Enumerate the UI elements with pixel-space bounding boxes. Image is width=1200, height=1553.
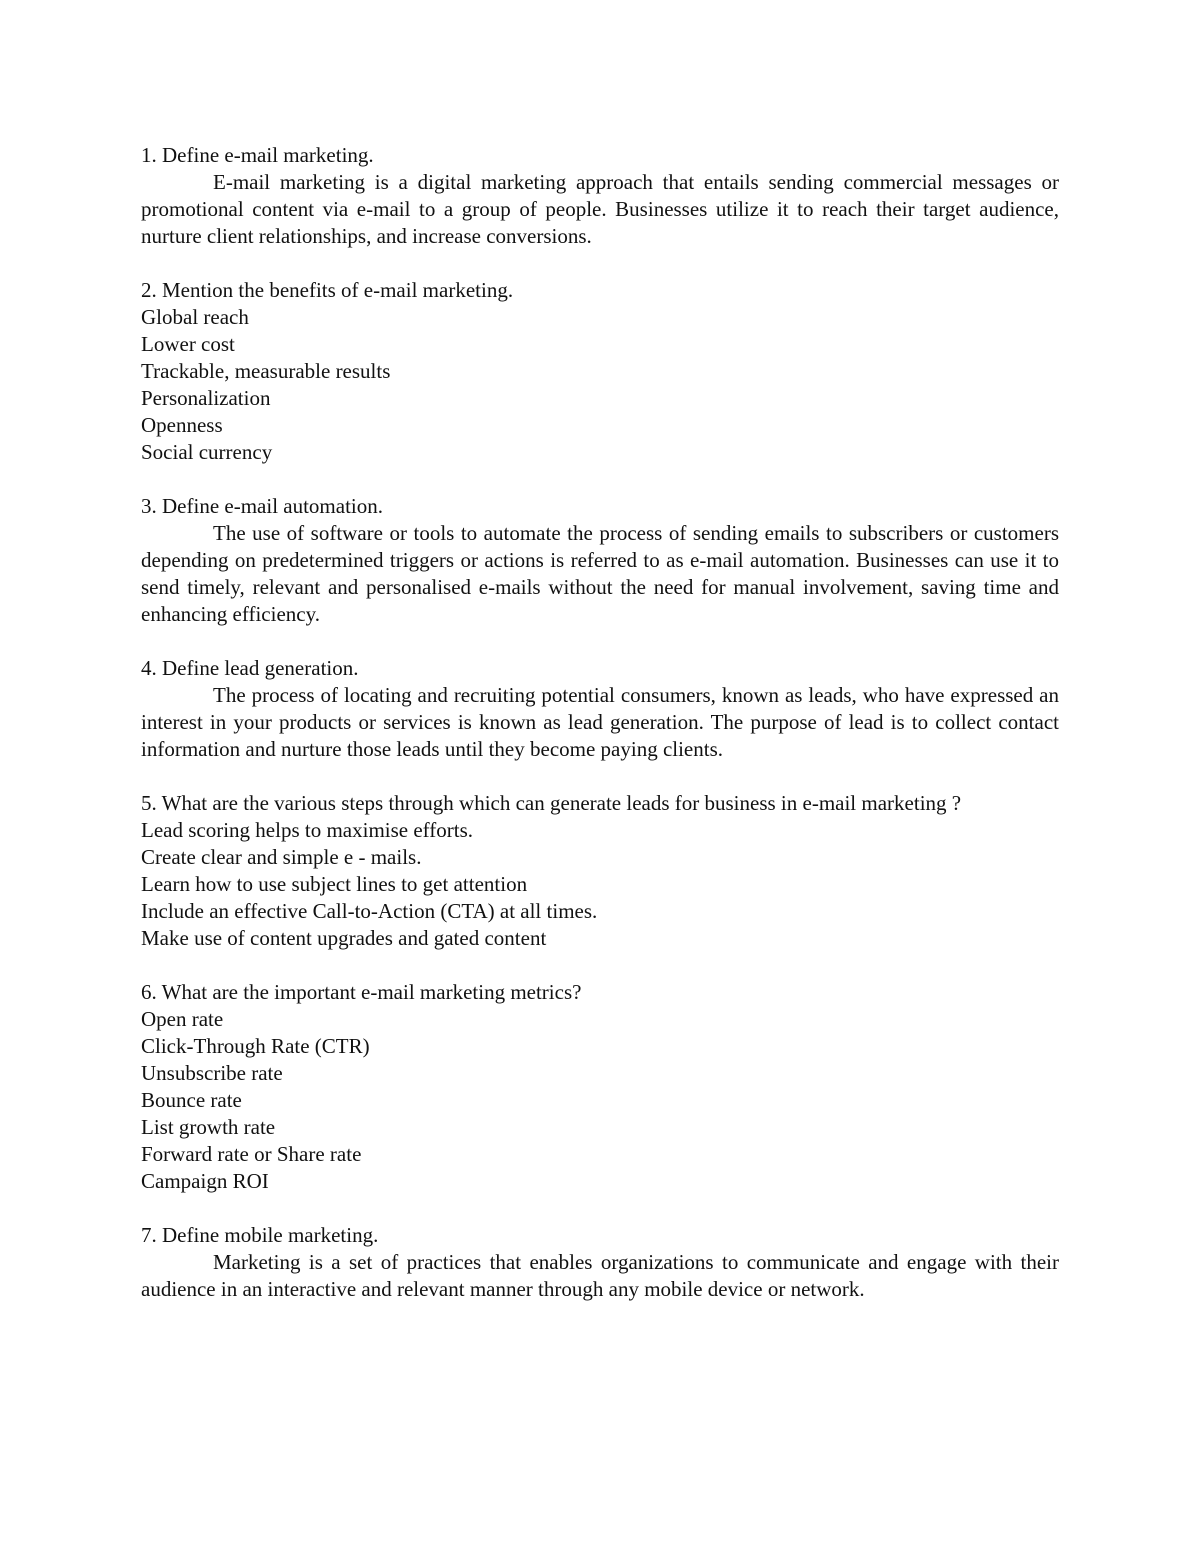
answer-paragraph: The process of locating and recruiting potential consumers, known as leads, who have expressed an interest in your products or services is known as lead generation. The purpose of lead is to collect contact information and nurture those leads until they become paying clients. bbox=[141, 683, 1059, 761]
question-title: 3. Define e-mail automation. bbox=[141, 494, 384, 518]
list-item: Trackable, measurable results bbox=[141, 359, 391, 383]
question-6 bbox=[141, 979, 1059, 1195]
list-item: Bounce rate bbox=[141, 1088, 242, 1112]
question-title: 1. Define e-mail marketing. bbox=[141, 143, 374, 167]
list-item: Lower cost bbox=[141, 332, 235, 356]
question-2 bbox=[141, 277, 1059, 466]
question-title: 6. What are the important e-mail marketing metrics? bbox=[141, 980, 582, 1004]
answer-paragraph: E-mail marketing is a digital marketing approach that entails sending commercial messages or promotional content via e-mail to a group of people. Businesses utilize it to reach their target audience, nurture client relationships, and increase conversions. bbox=[141, 170, 1059, 248]
list-item: Lead scoring helps to maximise efforts. bbox=[141, 818, 474, 842]
question-title: 2. Mention the benefits of e-mail marketing. bbox=[141, 278, 514, 302]
list-item: List growth rate bbox=[141, 1115, 276, 1139]
list-item: Open rate bbox=[141, 1007, 224, 1031]
list-item: Make use of content upgrades and gated content bbox=[141, 926, 547, 950]
answer-paragraph: Marketing is a set of practices that enables organizations to communicate and engage with their audience in an interactive and relevant manner through any mobile device or network. bbox=[141, 1250, 1059, 1301]
document-page bbox=[141, 142, 1059, 1330]
question-title: 4. Define lead generation. bbox=[141, 656, 359, 680]
answer-list bbox=[141, 304, 1059, 466]
answer-paragraph: The use of software or tools to automate the process of sending emails to subscribers or customers depending on predetermined triggers or actions is referred to as e-mail automation. Businesses can use it to send timely, relevant and personalised e-mails without the need for manual involvement, saving time and enhancing efficiency. bbox=[141, 521, 1059, 626]
list-item: Social currency bbox=[141, 440, 273, 464]
question-3 bbox=[141, 493, 1059, 628]
question-4 bbox=[141, 655, 1059, 763]
list-item: Personalization bbox=[141, 386, 271, 410]
list-item: Forward rate or Share rate bbox=[141, 1142, 362, 1166]
list-item: Include an effective Call-to-Action (CTA) at all times. bbox=[141, 899, 598, 923]
answer-list bbox=[141, 1006, 1059, 1195]
list-item: Learn how to use subject lines to get attention bbox=[141, 872, 528, 896]
question-5 bbox=[141, 790, 1059, 952]
question-title: 5. What are the various steps through which can generate leads for business in e-mail marketing ? bbox=[141, 791, 962, 815]
answer-list bbox=[141, 817, 1059, 952]
question-7 bbox=[141, 1222, 1059, 1303]
list-item: Campaign ROI bbox=[141, 1169, 269, 1193]
list-item: Global reach bbox=[141, 305, 249, 329]
question-1 bbox=[141, 142, 1059, 250]
list-item: Unsubscribe rate bbox=[141, 1061, 283, 1085]
list-item: Create clear and simple e - mails. bbox=[141, 845, 422, 869]
list-item: Click-Through Rate (CTR) bbox=[141, 1034, 370, 1058]
question-title: 7. Define mobile marketing. bbox=[141, 1223, 379, 1247]
list-item: Openness bbox=[141, 413, 223, 437]
